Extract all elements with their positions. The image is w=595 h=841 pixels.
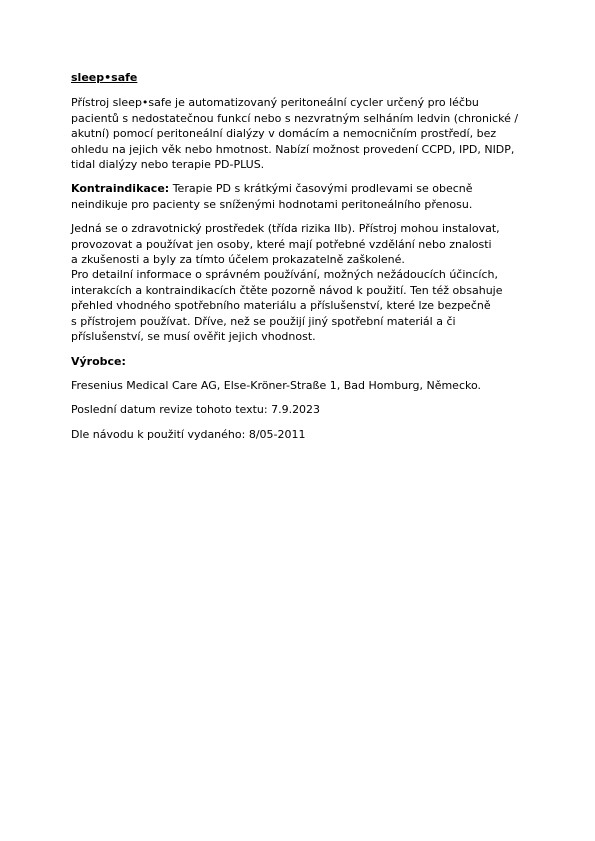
intro-line: akutní) pomocí peritoneální dialýzy v domácím a nemocničním prostředí, bez bbox=[71, 127, 497, 141]
device-line: a zkušenosti a byly za tímto účelem prokazatelně zaškolené. bbox=[71, 253, 405, 267]
info-line: s přístrojem používat. Dříve, než se použijí jiný spotřební materiál a či bbox=[71, 314, 456, 328]
intro-line: tidal dialýzy nebo terapie PD-PLUS. bbox=[71, 158, 265, 172]
manual-edition: Dle návodu k použití vydaného: 8/05-2011 bbox=[71, 427, 306, 441]
intro-paragraph bbox=[71, 95, 531, 172]
contraindications-line: neindikuje pro pacienty se sníženými hodnotami peritoneálního přenosu. bbox=[71, 197, 473, 211]
document-title: sleep•safe bbox=[71, 71, 138, 84]
intro-line: pacientů s nedostatečnou funkcí nebo s nezvratným selháním ledvin (chronické / bbox=[71, 111, 519, 125]
intro-line: Přístroj sleep•safe je automatizovaný peritoneální cycler určený pro léčbu bbox=[71, 96, 479, 110]
contraindications-paragraph bbox=[71, 181, 531, 212]
info-line: přehled vhodného spotřebního materiálu a příslušenství, které lze bezpečně bbox=[71, 299, 491, 313]
contraindications-text: Terapie PD s krátkými časovými prodlevami se obecně bbox=[169, 182, 473, 196]
document-page bbox=[71, 70, 531, 451]
intro-line: ohledu na jejich věk nebo hmotnost. Nabízí možnost provedení CCPD, IPD, NIDP, bbox=[71, 142, 515, 156]
info-line: interakcích a kontraindikacích čtěte pozorně návod k použití. Ten též obsahuje bbox=[71, 283, 503, 297]
contraindications-label: Kontraindikace: bbox=[71, 182, 170, 196]
info-paragraph bbox=[71, 267, 531, 344]
device-paragraph bbox=[71, 221, 531, 267]
manufacturer-address: Fresenius Medical Care AG, Else-Kröner-Straße 1, Bad Homburg, Německo. bbox=[71, 378, 482, 392]
revision-date: Poslední datum revize tohoto textu: 7.9.2023 bbox=[71, 403, 321, 417]
info-line: Pro detailní informace o správném používání, možných nežádoucích účincích, bbox=[71, 268, 499, 282]
manufacturer-heading: Výrobce: bbox=[71, 354, 126, 368]
contraindications-line bbox=[71, 181, 531, 196]
device-line: Jedná se o zdravotnický prostředek (třída rizika IIb). Přístroj mohou instalovat, bbox=[71, 222, 500, 236]
device-line: provozovat a používat jen osoby, které mají potřebné vzdělání nebo znalosti bbox=[71, 237, 492, 251]
info-line: příslušenství, se musí ověřit jejich vhodnost. bbox=[71, 330, 316, 344]
